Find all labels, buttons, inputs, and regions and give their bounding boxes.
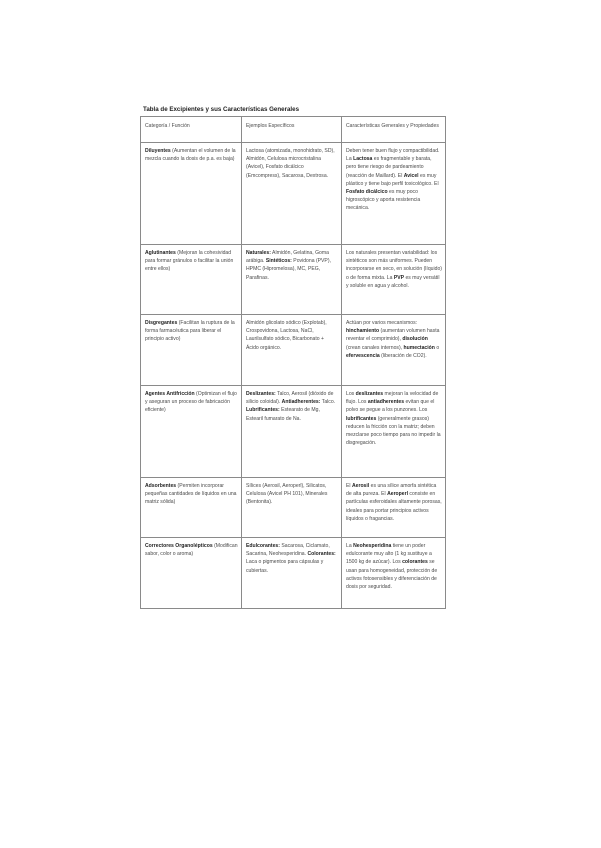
column-header-category: Categoría / Función <box>141 117 242 143</box>
bold-term: disolución <box>402 336 428 343</box>
category-cell: Aglutinantes (Mejoran la cohesividad para formar gránulos o facilitar la unión entre ellos) <box>141 245 242 315</box>
column-header-examples: Ejemplos Específicos <box>242 117 342 143</box>
column-header-properties: Características Generales y Propiedades <box>342 117 446 143</box>
properties-cell: Deben tener buen flujo y compactibilidad. La Lactosa es fragmentable y barata, pero tiene riesgo de pardeamiento (reacción de Maillard). El Avicel es muy plástico y tiene bajo perfil toxicológico. El Fosfato dicálcico es muy poco higroscópico y aporta resistencia mecánica. <box>342 143 446 245</box>
examples-cell: Edulcorantes: Sacarosa, Ciclamato, Sacarina, Neohesperidina. Colorantes: Laca o pigmentos para cápsulas y cubiertas. <box>242 538 342 609</box>
category-cell: Agentes Antifricción (Optimizan el flujo y aseguran un proceso de fabricación eficiente) <box>141 386 242 478</box>
bold-term: antiadherentes <box>367 399 405 406</box>
examples-cell: Lactosa (atomizada, monohidrato, SD), Almidón, Celulosa microcristalina (Avicel), Fosfato dicálcico (Emcompress), Sacarosa, Dextrosa. <box>242 143 342 245</box>
bold-term: lubrificantes <box>346 415 377 422</box>
page-title: Tabla de Excipientes y sus Características Generales <box>143 106 300 113</box>
bold-term: Colorantes: <box>307 551 336 558</box>
bold-term: colorantes <box>402 559 428 566</box>
bold-term: Correctores Organolépticos <box>145 543 213 549</box>
bold-term: Diluyentes <box>145 148 171 154</box>
bold-term: Antiadherentes: <box>281 399 321 406</box>
bold-term: Lactosa <box>353 156 373 163</box>
bold-term: efervescencia <box>346 352 380 359</box>
examples-cell: Sílices (Aerosil, Aeroperl), Silicatos, Celulosa (Avicel PH 101), Minerales (Bentonita). <box>242 478 342 538</box>
bold-term: Naturales: <box>246 250 271 256</box>
category-cell: Disgregantes (Facilitan la ruptura de la forma farmacéutica para liberar el principio activo) <box>141 315 242 386</box>
examples-cell: Naturales: Almidón, Gelatina, Goma arábiga. Sintéticos: Povidona (PVP), HPMC (Hipromelosa), MC, PEG, Parafinas. <box>242 245 342 315</box>
bold-term: Deslizantes: <box>246 391 276 397</box>
properties-cell: La Neohesperidina tiene un poder edulcorante muy alto (1 kg sustituye a 1500 kg de azúcar). Los colorantes se usan para homogeneidad, protección de activos fotosensibles y diferenciación de dosis por seguridad. <box>342 538 446 609</box>
bold-term: Sintéticos: <box>265 258 292 265</box>
properties-cell: Los deslizantes mejoran la velocidad de flujo. Los antiadherentes evitan que el polvo se pegue a los punzones. Los lubrificantes (generalmente grasos) reducen la fricción con la matriz; deben mezclarse poco tiempo para no impedir la disgregación. <box>342 386 446 478</box>
properties-cell: Los naturales presentan variabilidad: los sintéticos son más uniformes. Pueden incorporarse en seco, en solución (líquido) o de forma mixta. La PVP es muy versátil y soluble en agua y alcohol. <box>342 245 446 315</box>
bold-term: Neohesperidina <box>353 543 392 549</box>
properties-cell: El Aerosil es una sílice amorfa sintética de alta pureza. El Aeroperl consiste en partículas esferoidales altamente porosas, ideales para portar principios activos líquidos o fragancias. <box>342 478 446 538</box>
bold-term: Aglutinantes <box>145 250 176 256</box>
bold-term: Adsorbentes <box>145 483 177 489</box>
bold-term: Aerosil <box>351 483 370 489</box>
excipients-table <box>140 116 446 609</box>
bold-term: Disgregantes <box>145 320 178 326</box>
table-row <box>141 386 446 478</box>
bold-term: Edulcorantes: <box>246 543 280 549</box>
bold-term: Avicel <box>403 172 419 179</box>
category-cell: Diluyentes (Aumentan el volumen de la mezcla cuando la dosis de p.a. es baja) <box>141 143 242 245</box>
examples-cell: Almidón glicolato sódico (Explotab), Crospovidona, Lactosa, NaCl, Laurilsulfato sódico, Bicarbonato + Ácido orgánico. <box>242 315 342 386</box>
category-cell: Correctores Organolépticos (Modifican sabor, color o aroma) <box>141 538 242 609</box>
table-row <box>141 478 446 538</box>
table-header-row <box>141 117 446 143</box>
bold-term: PVP <box>393 274 405 281</box>
bold-term: deslizantes <box>355 391 384 397</box>
bold-term: Aeroperl <box>387 491 409 498</box>
table-row <box>141 315 446 386</box>
bold-term: Fosfato dicálcico <box>346 189 388 196</box>
bold-term: hinchamiento <box>346 328 380 335</box>
bold-term: Lubrificantes: <box>246 407 280 414</box>
bold-term: humectación <box>403 344 435 351</box>
table-row <box>141 143 446 245</box>
table-row <box>141 245 446 315</box>
category-cell: Adsorbentes (Permiten incorporar pequeñas cantidades de líquidos en una matriz sólida) <box>141 478 242 538</box>
properties-cell: Actúan por varios mecanismos: hinchamiento (aumentan volumen hasta reventar el comprimido), disolución (crean canales internos), humectación o efervescencia (liberación de CO2). <box>342 315 446 386</box>
table-row <box>141 538 446 609</box>
bold-term: Agentes Antifricción <box>145 391 195 397</box>
examples-cell: Deslizantes: Talco, Aerosil (dióxido de silicio coloidal). Antiadherentes: Talco. Lubrificantes: Estearato de Mg, Estearil fumarato de Na. <box>242 386 342 478</box>
